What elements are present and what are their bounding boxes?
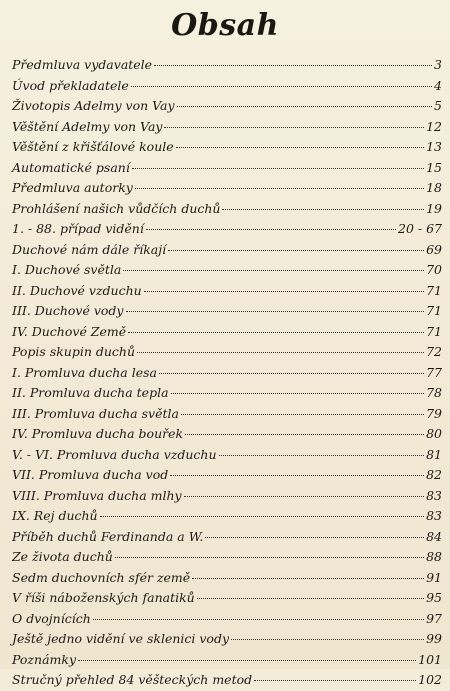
dot-leader bbox=[254, 680, 416, 681]
toc-entry-label: O dvojnících bbox=[12, 610, 91, 626]
toc-entry-label: V říši náboženských fanatiků bbox=[12, 590, 195, 605]
toc-entry-label: Duchové nám dále říkají bbox=[12, 241, 167, 257]
table-of-contents bbox=[12, 55, 442, 691]
toc-entry-page-number: 83 bbox=[426, 487, 442, 503]
toc-entry-page-number: 71 bbox=[426, 323, 442, 339]
toc-entry-page-number: 102 bbox=[418, 672, 442, 687]
toc-entry-label: Ze života duchů bbox=[12, 549, 113, 564]
toc-entry-page-number: 97 bbox=[426, 610, 442, 626]
toc-entry bbox=[12, 301, 442, 322]
dot-leader bbox=[78, 660, 416, 661]
toc-entry-label: IV. Duchové Země bbox=[12, 323, 127, 339]
dot-leader bbox=[144, 291, 424, 292]
toc-entry-page-number: 80 bbox=[426, 426, 442, 441]
toc-entry bbox=[12, 588, 442, 609]
toc-entry-label: Věštění z křišťálové koule bbox=[12, 139, 174, 154]
toc-entry-page-number: 88 bbox=[426, 549, 442, 564]
dot-leader bbox=[154, 65, 432, 66]
dot-leader bbox=[123, 270, 424, 271]
dot-leader bbox=[170, 475, 424, 476]
toc-entry bbox=[12, 404, 442, 425]
dot-leader bbox=[177, 106, 433, 107]
dot-leader bbox=[93, 619, 424, 620]
dot-leader bbox=[100, 516, 424, 517]
toc-entry-page-number: 3 bbox=[434, 57, 442, 72]
toc-entry-label: II. Promluva ducha tepla bbox=[12, 385, 169, 400]
toc-entry-page-number: 99 bbox=[426, 631, 442, 646]
toc-entry bbox=[12, 281, 442, 302]
toc-entry bbox=[12, 178, 442, 199]
toc-entry-label: Úvod překladatele bbox=[12, 77, 129, 93]
toc-entry bbox=[12, 465, 442, 486]
dot-leader bbox=[181, 414, 424, 415]
toc-entry bbox=[12, 76, 442, 97]
toc-entry-page-number: 13 bbox=[426, 139, 442, 154]
toc-entry bbox=[12, 650, 442, 671]
toc-entry bbox=[12, 486, 442, 507]
toc-entry-label: VII. Promluva ducha vod bbox=[12, 467, 169, 482]
toc-entry-page-number: 20 - 67 bbox=[398, 221, 442, 236]
toc-entry-page-number: 71 bbox=[426, 282, 442, 298]
toc-entry-label: Prohlášení našich vůdčích duchů bbox=[12, 200, 221, 216]
toc-entry-label: III. Duchové vody bbox=[12, 303, 124, 318]
toc-entry-label: 1. - 88. případ vidění bbox=[12, 221, 144, 236]
toc-entry-label: II. Duchové vzduchu bbox=[12, 282, 142, 298]
dot-leader bbox=[126, 311, 425, 312]
toc-entry-page-number: 81 bbox=[426, 446, 442, 462]
dot-leader bbox=[171, 393, 425, 394]
toc-entry-label: Sedm duchovních sfér země bbox=[12, 569, 191, 585]
dot-leader bbox=[164, 127, 424, 128]
toc-entry bbox=[12, 55, 442, 76]
toc-entry-page-number: 83 bbox=[426, 508, 442, 523]
toc-entry bbox=[12, 445, 442, 466]
toc-entry-label: Automatické psaní bbox=[12, 159, 130, 175]
toc-entry-page-number: 18 bbox=[426, 180, 442, 195]
toc-entry-page-number: 79 bbox=[426, 405, 442, 421]
dot-leader bbox=[176, 147, 424, 148]
toc-entry bbox=[12, 629, 442, 650]
dot-leader bbox=[146, 229, 396, 230]
toc-entry-label: IV. Promluva ducha bouřek bbox=[12, 426, 184, 441]
dot-leader bbox=[132, 168, 424, 169]
dot-leader bbox=[128, 332, 424, 333]
toc-entry-label: I. Duchové světla bbox=[12, 262, 122, 277]
dot-leader bbox=[137, 352, 424, 353]
toc-entry bbox=[12, 260, 442, 281]
dot-leader bbox=[222, 209, 424, 210]
dot-leader bbox=[184, 496, 425, 497]
toc-entry bbox=[12, 609, 442, 630]
dot-leader bbox=[135, 188, 424, 189]
dot-leader bbox=[168, 250, 424, 251]
toc-entry-page-number: 12 bbox=[426, 118, 442, 134]
toc-entry bbox=[12, 383, 442, 404]
toc-entry bbox=[12, 670, 442, 691]
toc-entry bbox=[12, 424, 442, 445]
toc-entry-page-number: 95 bbox=[426, 590, 442, 605]
toc-entry bbox=[12, 527, 442, 548]
toc-entry-page-number: 5 bbox=[434, 98, 442, 113]
dot-leader bbox=[159, 373, 424, 374]
toc-entry bbox=[12, 137, 442, 158]
toc-entry-page-number: 69 bbox=[426, 241, 442, 257]
toc-entry-page-number: 72 bbox=[426, 344, 442, 359]
toc-entry-page-number: 71 bbox=[426, 303, 442, 318]
dot-leader bbox=[131, 86, 432, 87]
toc-entry bbox=[12, 506, 442, 527]
dot-leader bbox=[205, 537, 424, 538]
toc-entry-label: Příběh duchů Ferdinanda a W. bbox=[12, 528, 204, 544]
toc-entry-page-number: 70 bbox=[426, 262, 442, 277]
toc-entry-label: Životopis Adelmy von Vay bbox=[12, 98, 175, 113]
dot-leader bbox=[185, 434, 424, 435]
toc-entry bbox=[12, 547, 442, 568]
toc-entry-page-number: 82 bbox=[426, 467, 442, 482]
toc-entry-label: I. Promluva ducha lesa bbox=[12, 364, 157, 380]
toc-entry-page-number: 91 bbox=[426, 569, 442, 585]
page-title: Obsah bbox=[171, 8, 279, 43]
toc-entry-label: Předmluva vydavatele bbox=[12, 57, 153, 72]
toc-entry bbox=[12, 363, 442, 384]
toc-entry-label: Stručný přehled 84 věšteckých metod bbox=[12, 672, 253, 687]
toc-entry-label: Ještě jedno vidění ve sklenici vody bbox=[12, 631, 230, 646]
toc-entry-page-number: 4 bbox=[434, 77, 442, 93]
toc-entry bbox=[12, 568, 442, 589]
toc-entry-label: Poznámky bbox=[12, 651, 77, 667]
dot-leader bbox=[219, 455, 425, 456]
toc-entry-label: Předmluva autorky bbox=[12, 180, 133, 195]
dot-leader bbox=[197, 598, 424, 599]
dot-leader bbox=[192, 578, 424, 579]
dot-leader bbox=[115, 557, 424, 558]
toc-entry-page-number: 15 bbox=[426, 159, 442, 175]
toc-entry bbox=[12, 322, 442, 343]
toc-entry-page-number: 77 bbox=[426, 364, 442, 380]
toc-entry bbox=[12, 158, 442, 179]
toc-entry-label: VIII. Promluva ducha mlhy bbox=[12, 487, 182, 503]
toc-entry-page-number: 19 bbox=[426, 200, 442, 216]
toc-entry bbox=[12, 117, 442, 138]
toc-entry bbox=[12, 199, 442, 220]
toc-entry-label: Popis skupin duchů bbox=[12, 344, 136, 359]
toc-entry-label: Věštění Adelmy von Vay bbox=[12, 118, 163, 134]
toc-entry-page-number: 78 bbox=[426, 385, 442, 400]
toc-entry bbox=[12, 342, 442, 363]
toc-entry bbox=[12, 96, 442, 117]
toc-entry-page-number: 84 bbox=[426, 528, 442, 544]
toc-entry-label: III. Promluva ducha světla bbox=[12, 405, 179, 421]
toc-entry-page-number: 101 bbox=[418, 651, 442, 667]
toc-entry bbox=[12, 219, 442, 240]
toc-entry-label: V. - VI. Promluva ducha vzduchu bbox=[12, 446, 217, 462]
toc-entry-label: IX. Rej duchů bbox=[12, 508, 98, 523]
dot-leader bbox=[231, 639, 424, 640]
toc-entry bbox=[12, 240, 442, 261]
